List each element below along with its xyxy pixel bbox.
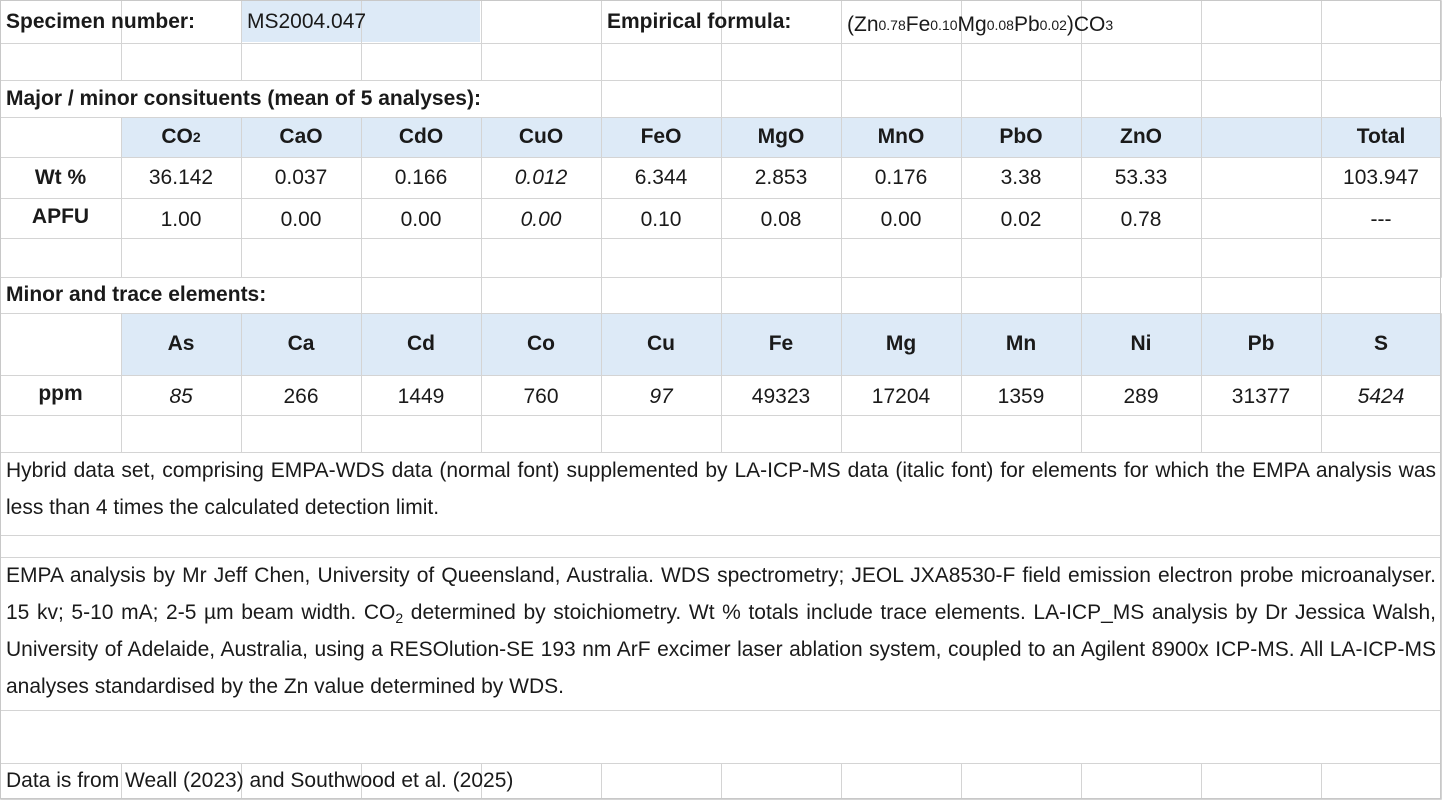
trace-column-header[interactable]: Ca (287, 332, 315, 355)
header-text: MgO (757, 125, 805, 148)
trace-column-header[interactable]: Mn (1005, 332, 1037, 355)
formula-symbol: Fe (905, 12, 931, 36)
trace-column-header[interactable]: Ni (1130, 332, 1152, 355)
formula-symbol: Pb (1013, 12, 1040, 36)
header-text: MnO (877, 125, 925, 148)
major-value-cell[interactable]: 0.00 (400, 208, 442, 231)
trace-row-label[interactable]: ppm (38, 382, 83, 405)
major-value-cell[interactable]: 0.00 (280, 208, 322, 231)
hybrid-note[interactable] (6, 452, 1436, 526)
methods-note-text (6, 557, 1436, 705)
formula-symbol: )CO (1066, 12, 1106, 36)
major-column-header[interactable] (1321, 117, 1441, 157)
specimen-label: Specimen number: (6, 9, 196, 33)
trace-column-header[interactable]: Fe (768, 332, 794, 355)
major-value-cell[interactable]: 0.00 (520, 208, 562, 231)
trace-value-cell[interactable]: 85 (169, 385, 193, 408)
major-value-cell[interactable]: 0.012 (514, 165, 568, 189)
major-value-cell[interactable]: 0.037 (274, 165, 328, 189)
trace-column-header[interactable]: Co (527, 332, 555, 355)
trace-value-cell[interactable]: 1449 (397, 385, 445, 408)
formula-symbol: Mg (957, 12, 987, 36)
major-value-cell[interactable] (1201, 200, 1321, 240)
major-value-cell[interactable]: 0.02 (1000, 208, 1042, 231)
major-value-cell[interactable]: 53.33 (1114, 165, 1168, 189)
source-note[interactable]: Data is from Weall (2023) and Southwood et al. (2025) (6, 769, 514, 792)
trace-value-cell[interactable]: 760 (523, 385, 559, 408)
major-column-header[interactable] (1201, 117, 1321, 157)
major-value-cell[interactable]: 0.176 (874, 165, 928, 189)
methods-text-part2: determined by stoichiometry. Wt % totals include trace elements. LA-ICP_MS analysis by Dr Jessica Walsh, University of Adelaide, Australia, using a RESOlution-SE 193 nm ArF excimer laser ablation system, coupled to an Agilent 8900x ICP-MS. All LA-ICP-MS analyses standardised by the Zn value determined by WDS. (6, 601, 1437, 698)
trace-column-header[interactable]: Cd (407, 332, 435, 355)
header-text: PbO (999, 125, 1043, 148)
major-value-cell[interactable]: 1.00 (160, 208, 202, 231)
trace-value-cell[interactable]: 5424 (1357, 385, 1405, 408)
major-column-header[interactable] (1081, 117, 1201, 157)
trace-value-cell[interactable]: 1359 (997, 385, 1045, 408)
methods-subscript: 2 (395, 610, 404, 626)
major-value-cell[interactable]: 103.947 (1343, 165, 1419, 189)
trace-column-header[interactable]: Cu (647, 332, 675, 355)
formula-symbol: (Zn (847, 12, 879, 36)
major-value-cell[interactable]: 0.00 (880, 208, 922, 231)
trace-value-cell[interactable]: 49323 (751, 385, 811, 408)
trace-column-header[interactable]: As (167, 332, 195, 355)
major-value-cell[interactable] (1201, 157, 1321, 198)
header-text: CdO (398, 125, 444, 148)
major-column-header[interactable] (841, 117, 961, 157)
major-row-label[interactable]: Wt % (34, 165, 87, 189)
trace-value-cell[interactable]: 289 (1123, 385, 1159, 408)
trace-value-cell[interactable]: 17204 (871, 385, 931, 408)
major-value-cell[interactable]: 6.344 (634, 165, 688, 189)
major-column-header[interactable] (481, 117, 601, 157)
major-row-label[interactable]: APFU (31, 204, 90, 228)
formula-label: Empirical formula: (607, 9, 792, 33)
major-value-cell[interactable]: 3.38 (1000, 165, 1042, 189)
major-value-cell[interactable]: 0.78 (1120, 208, 1162, 231)
major-column-header[interactable] (241, 117, 361, 157)
trace-column-header[interactable]: Mg (885, 332, 917, 355)
major-column-header[interactable] (961, 117, 1081, 157)
major-value-cell[interactable]: --- (1370, 208, 1392, 231)
major-value-cell[interactable]: 2.853 (754, 165, 808, 189)
trace-value-cell[interactable]: 266 (283, 385, 319, 408)
major-section-title: Major / minor consituents (mean of 5 analyses): (6, 86, 481, 110)
major-column-header[interactable] (721, 117, 841, 157)
trace-column-header[interactable]: S (1373, 332, 1388, 355)
major-value-cell[interactable]: 0.10 (640, 208, 682, 231)
trace-column-header[interactable]: Pb (1247, 332, 1275, 355)
major-value-cell[interactable]: 36.142 (148, 165, 214, 189)
major-column-header[interactable] (361, 117, 481, 157)
header-text: CaO (279, 125, 323, 148)
header-text: FeO (640, 125, 682, 148)
major-value-cell[interactable]: 0.08 (760, 208, 802, 231)
methods-text-part1: EMPA analysis by Mr Jeff Chen, University of Queensland, Australia. WDS spectrometry; JEOL JXA8530-F field emission electron probe microanalyser. 15 kv; 5-10 mA; 2-5 µm beam width. CO (6, 564, 1436, 624)
header-text: Total (1356, 125, 1406, 148)
trace-value-cell[interactable]: 31377 (1231, 385, 1291, 408)
major-column-header[interactable] (601, 117, 721, 157)
specimen-value[interactable]: MS2004.047 (247, 9, 367, 33)
methods-note[interactable] (6, 557, 1436, 705)
header-text: CuO (518, 125, 564, 148)
trace-section-title: Minor and trace elements: (6, 283, 267, 306)
header-text: ZnO (1120, 125, 1162, 148)
major-value-cell[interactable]: 0.166 (394, 165, 448, 189)
trace-value-cell[interactable]: 97 (649, 385, 673, 408)
header-text: CO (161, 125, 193, 148)
major-column-header[interactable]: CO 2 (161, 125, 201, 148)
hybrid-note-text: Hybrid data set, comprising EMPA-WDS data (normal font) supplemented by LA-ICP-MS data (italic font) for elements for which the EMPA analysis was less than 4 times the calculated detection limit. (6, 459, 1436, 519)
empirical-formula[interactable]: (Zn 0.78 Fe 0.10 Mg 0.08 Pb 0.02 )CO 3 (847, 12, 1114, 36)
